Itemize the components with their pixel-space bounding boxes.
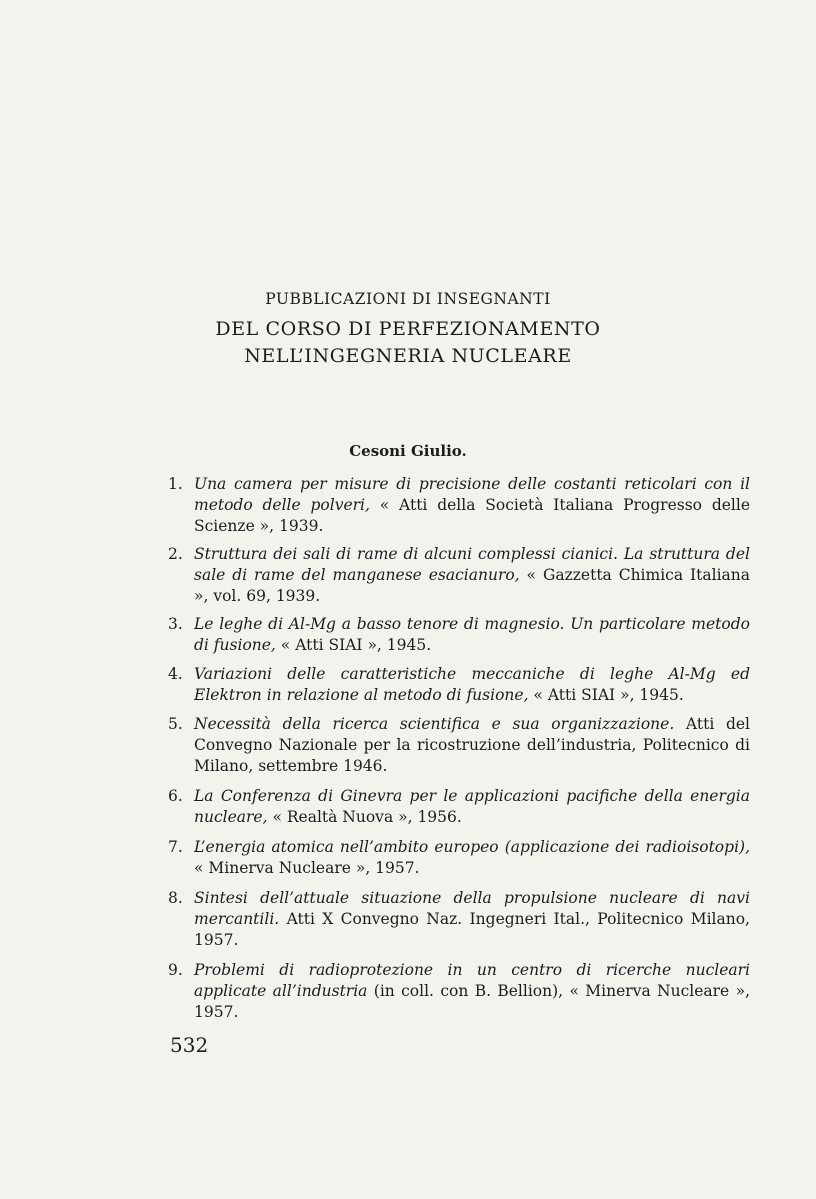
entry-number: 9. <box>168 961 183 979</box>
entry-title: Le leghe di Al-Mg a basso tenore di magnesio. Un particolare metodo di fusione, <box>194 615 750 654</box>
entry-source: Atti del Convegno Nazionale per la ricostruzione dell’industria, Politecnico di Milano, settembre 1946. <box>194 715 750 775</box>
entry-source: « Atti della Società Italiana Progresso delle Scienze », 1939. <box>194 496 751 535</box>
entry-title: Variazioni delle caratteristiche meccaniche di leghe Al-Mg ed Elektron in relazione al metodo di fusione, <box>194 665 750 704</box>
entry-source: « Gazzetta Chimica Italiana », vol. 69, 1939. <box>194 566 750 605</box>
publication-entry <box>168 837 750 879</box>
section-heading-line-3: NELL’INGEGNERIA NUCLEARE <box>244 345 572 367</box>
publication-entry <box>168 888 750 951</box>
entry-number: 4. <box>168 665 183 683</box>
entry-title: Problemi di radioprotezione in un centro di ricerche nucleari applicate all’industria <box>194 961 750 1000</box>
entry-title: La Conferenza di Ginevra per le applicazioni pacifiche della energia nucleare, <box>194 787 750 826</box>
entry-number: 8. <box>168 889 183 907</box>
publication-entry <box>168 544 750 607</box>
entry-title: Sintesi dell’attuale situazione della propulsione nucleare di navi mercantili. <box>194 889 750 928</box>
entry-title: Necessità della ricerca scientifica e sua organizzazione. <box>194 715 675 733</box>
entry-number: 2. <box>168 545 183 563</box>
section-heading-line-1: PUBBLICAZIONI DI INSEGNANTI <box>265 290 551 308</box>
entry-number: 5. <box>168 715 183 733</box>
entry-number: 6. <box>168 787 183 805</box>
entry-source: « Realtà Nuova », 1956. <box>267 808 462 826</box>
publication-entry <box>168 714 750 777</box>
publication-entry <box>168 786 750 828</box>
entry-source: (in coll. con B. Bellion), « Minerva Nucleare », 1957. <box>194 982 750 1021</box>
entry-source: Atti X Convegno Naz. Ingegneri Ital., Politecnico Milano, 1957. <box>194 910 750 949</box>
entry-title: L’energia atomica nell’ambito europeo (applicazione dei radioisotopi), <box>194 838 750 856</box>
page-number: 532 <box>170 1033 209 1057</box>
publication-entry <box>168 664 750 706</box>
entry-number: 3. <box>168 615 183 633</box>
entry-number: 1. <box>168 475 183 493</box>
publication-entry <box>168 474 750 537</box>
section-heading-line-2: DEL CORSO DI PERFEZIONAMENTO <box>215 318 601 340</box>
author-name: Cesoni Giulio. <box>349 442 467 460</box>
publication-entry <box>168 960 750 1023</box>
entry-source: « Atti SIAI », 1945. <box>275 636 432 654</box>
entry-number: 7. <box>168 838 183 856</box>
entry-source: « Minerva Nucleare », 1957. <box>194 859 420 877</box>
entry-title: Una camera per misure di precisione delle costanti reticolari con il metodo delle polveri, <box>194 475 750 514</box>
publication-entry <box>168 614 750 656</box>
entry-title: Struttura dei sali di rame di alcuni complessi cianici. La struttura del sale di rame del manganese esacianuro, <box>194 545 750 584</box>
entry-source: « Atti SIAI », 1945. <box>528 686 684 704</box>
